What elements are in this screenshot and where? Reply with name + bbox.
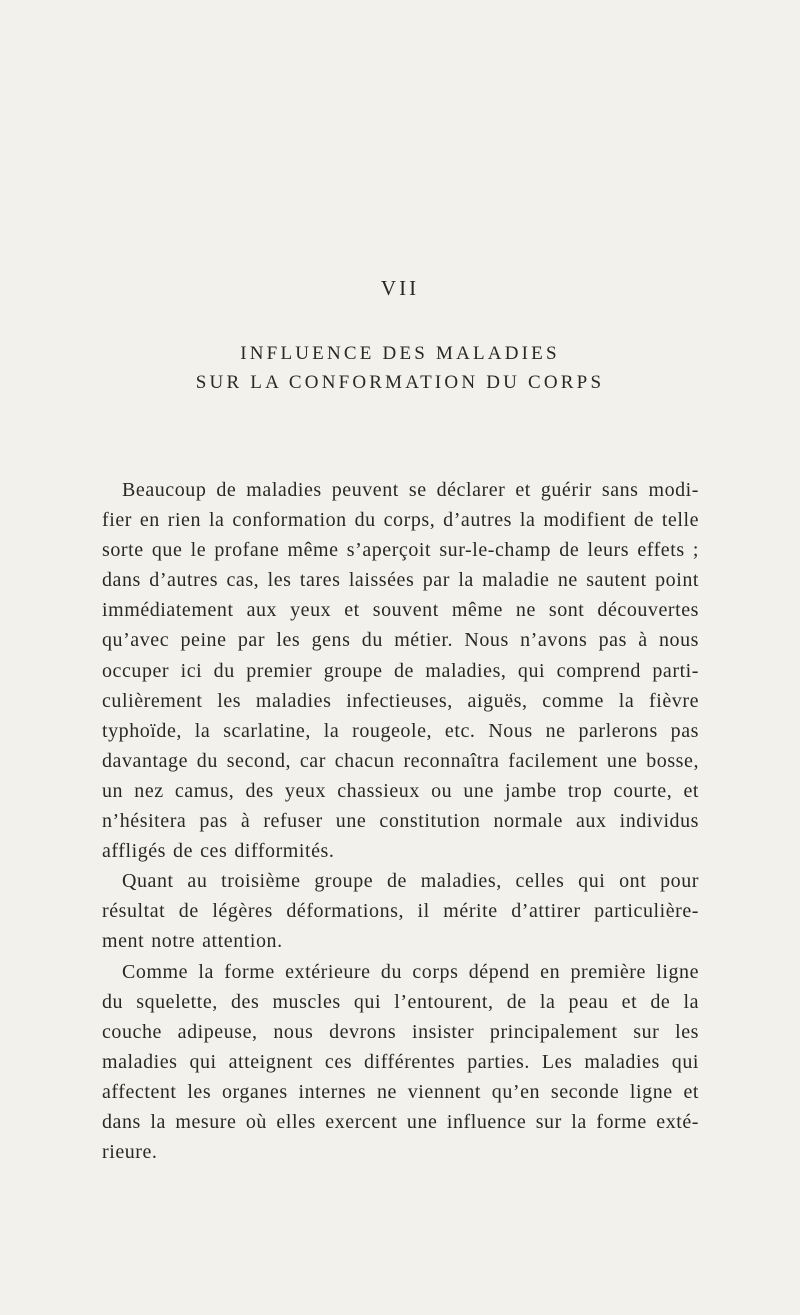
text-line: dans d’autres cas, les tares laissées par la maladie ne sautent point xyxy=(102,569,699,592)
text-line: Comme la forme extérieure du corps dépend en première ligne xyxy=(122,960,699,983)
paragraph-1 xyxy=(102,475,699,866)
chapter-title-line-1: INFLUENCE DES MALADIES xyxy=(240,343,560,364)
text-line: sorte que le profane même s’aperçoit sur-le-champ de leurs effets ; xyxy=(102,539,699,562)
text-line: rieure. xyxy=(102,1141,158,1164)
text-line: n’hésitera pas à refuser une constitution normale aux individus xyxy=(102,810,699,833)
text-line: Beaucoup de maladies peuvent se déclarer et guérir sans modi- xyxy=(122,479,699,501)
paragraph-3 xyxy=(102,957,699,1168)
text-line: du squelette, des muscles qui l’entourent, de la peau et de la xyxy=(102,990,699,1013)
text-line: maladies qui atteignent ces différentes parties. Les maladies qui xyxy=(102,1050,699,1073)
text-line: occuper ici du premier groupe de maladies, qui comprend parti- xyxy=(102,659,699,682)
text-line: culièrement les maladies infectieuses, aiguës, comme la fièvre xyxy=(102,689,699,712)
text-line: davantage du second, car chacun reconnaîtra facilement une bosse, xyxy=(102,749,699,772)
text-line: résultat de légères déformations, il mérite d’attirer particulière- xyxy=(102,900,699,923)
text-line: couche adipeuse, nous devrons insister principalement sur les xyxy=(102,1020,699,1043)
paragraph-2 xyxy=(102,866,699,956)
text-line: fier en rien la conformation du corps, d’autres la modifient de telle xyxy=(102,509,699,532)
text-line: typhoïde, la scarlatine, la rougeole, etc. Nous ne parlerons pas xyxy=(102,719,699,742)
chapter-title-line-2: SUR LA CONFORMATION DU CORPS xyxy=(195,372,605,393)
text-line: affligés de ces difformités. xyxy=(102,840,335,863)
body-text xyxy=(102,475,699,1167)
text-line: immédiatement aux yeux et souvent même ne sont découvertes xyxy=(102,599,699,622)
text-line: dans la mesure où elles exercent une influence sur la forme exté- xyxy=(102,1110,699,1133)
text-line: Quant au troisième groupe de maladies, celles qui ont pour xyxy=(122,870,699,893)
text-line: ment notre attention. xyxy=(102,930,283,953)
text-line: affectent les organes internes ne viennent qu’en seconde ligne et xyxy=(102,1080,699,1103)
chapter-number: VII xyxy=(380,276,420,300)
text-line: un nez camus, des yeux chassieux ou une jambe trop courte, et xyxy=(102,779,699,802)
text-line: qu’avec peine par les gens du métier. Nous n’avons pas à nous xyxy=(102,629,699,652)
